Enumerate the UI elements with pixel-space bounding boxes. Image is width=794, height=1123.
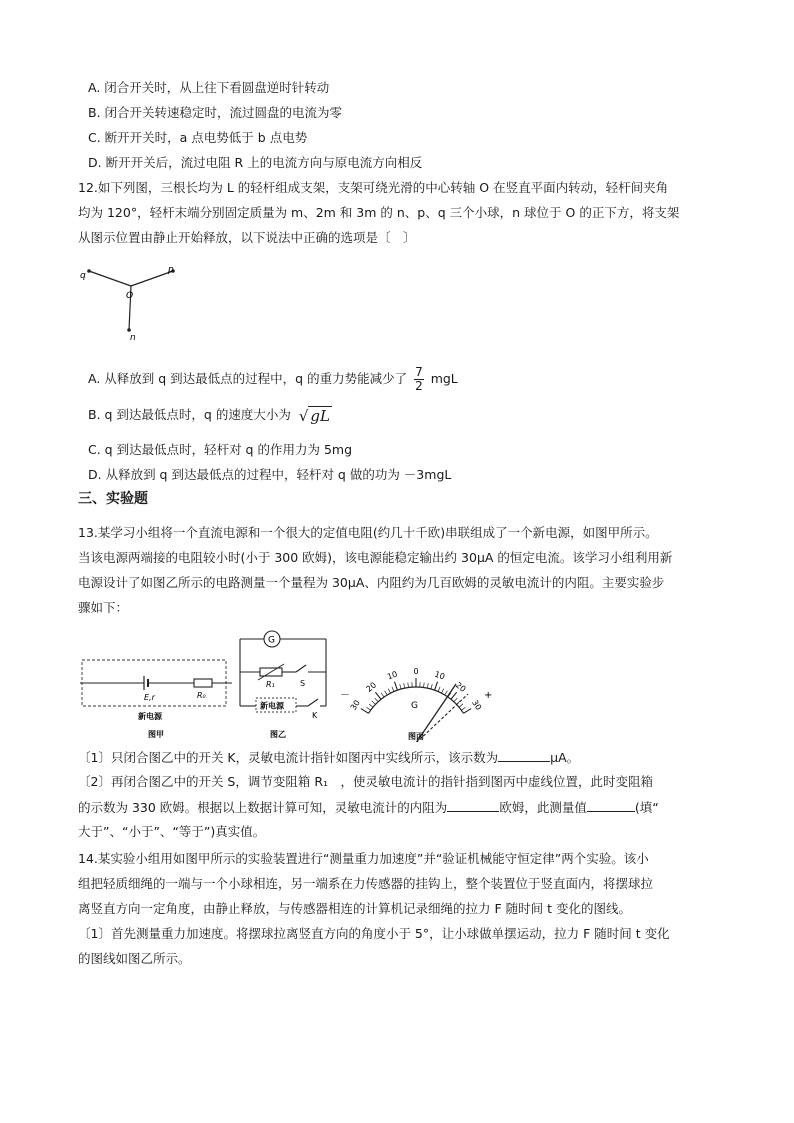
q14-stem-line2: 组把轻质细绳的一端与一个小球相连，另一端系在力传感器的挂钩上，整个装置位于竖直面内，将摆球拉 [78, 876, 654, 891]
meter-plus-label: + [484, 690, 493, 701]
meter-tick [438, 687, 440, 692]
section-title: 三、实验题 [78, 491, 148, 507]
figure-yi-circuit [236, 622, 332, 742]
q11-option-a: A. 闭合开关时，从上往下看圆盘逆时针转动 [88, 80, 330, 95]
meter-tick [435, 682, 438, 690]
q13-step2-line3: 大于”、“小于”、“等于”)真实值。 [78, 824, 266, 839]
q13-step2-line2: 的示数为 330 欧姆。根据以上数据计算可知，灵敏电流计的内阻为 欧姆，此测量值 (填“ [78, 800, 659, 815]
answer-blank-3[interactable] [587, 798, 635, 812]
q12-option-d: D. 从释放到 q 到达最低点的过程中，轻杆对 q 做的功为 －3mgL [88, 467, 452, 482]
ball-p-label: p [168, 265, 174, 275]
q13-stem-line1: 13.某学习小组将一个直流电源和一个很大的定值电阻(约几十千欧)串联组成了一个新电源，如图甲所示。 [78, 525, 658, 540]
meter-tick [394, 682, 397, 690]
q12-option-b: B. q 到达最低点时，q 的速度大小为 √ gL [88, 406, 330, 425]
pivot-o-label: O [126, 291, 134, 301]
meter-tick-label: 20 [453, 680, 468, 694]
switch-s-label: S [300, 679, 306, 688]
meter-tick [361, 709, 369, 714]
q13-step2-line1: 〔2〕再闭合图乙中的开关 S，调节变阻箱 R₁ ，使灵敏电流计的指针指到图丙中虚线位置，此时变阻箱 [78, 774, 654, 789]
meter-tick [381, 693, 384, 697]
meter-tick-label: 20 [364, 680, 379, 694]
q13-stem-line3: 电源设计了如图乙所示的电路测量一个量程为 30μA、内阻约为几百欧姆的灵敏电流计的内阻。主要实验步 [78, 575, 665, 590]
meter-tick [424, 683, 425, 688]
meter-tick [441, 689, 443, 693]
meter-tick [454, 698, 457, 702]
figure-jia-circuit [80, 650, 232, 742]
new-source-box-label: 新电源 [260, 701, 284, 711]
q14-step1-line1: 〔1〕首先测量重力加速度。将摆球拉离竖直方向的角度小于 5°，让小球做单摆运动，拉力 F 随时间 t 变化 [78, 926, 670, 941]
meter-tick [369, 704, 373, 707]
meter-letter: G [411, 701, 418, 711]
meter-tick [427, 683, 428, 688]
meter-tick [431, 684, 432, 689]
meter-tick [392, 687, 394, 692]
q12-option-a: A. 从释放到 q 到达最低点的过程中，q 的重力势能减少了 $\frac{7}{2}$ mgL [88, 365, 458, 393]
q11-option-b: B. 闭合开关转速稳定时，流过圆盘的电流为零 [88, 105, 343, 120]
source-label: E,r [144, 693, 155, 702]
meter-tick [375, 698, 378, 702]
answer-blank-1[interactable] [498, 748, 550, 762]
figure-bing-meter [338, 648, 496, 742]
meter-tick [388, 689, 390, 693]
caption-yi: 图乙 [270, 730, 286, 739]
resistor-r1-label: R₁ [266, 680, 275, 689]
q12-stem-line3: 从图示位置由静止开始释放，以下说法中正确的选项是〔 〕 [78, 230, 416, 245]
caption-jia: 图甲 [148, 730, 164, 739]
q12-option-c: C. q 到达最低点时，轻杆对 q 的作用力为 5mg [88, 442, 353, 457]
meter-tick-label: 30 [348, 698, 362, 712]
meter-tick-label: 10 [433, 669, 446, 682]
q13-stem-line4: 骤如下： [78, 600, 129, 615]
ball-n-label: n [130, 333, 136, 343]
switch-k-label: K [312, 711, 318, 720]
caption-bing: 图丙 [408, 732, 424, 741]
meter-tick [451, 692, 457, 699]
meter-tick [461, 707, 465, 710]
q14-step1-line2: 的图线如图乙所示。 [78, 951, 191, 966]
q13-step1: 〔1〕只闭合图乙中的开关 K，灵敏电流计指针如图丙中实线所示，该示数为 μA。 [78, 750, 580, 765]
q12-stem-line1: 12.如下列图，三根长均为 L 的轻杆组成支架，支架可绕光滑的中心转轴 O 在竖直平面内转动，轻杆间夹角 [78, 180, 669, 195]
ball-q-label: q [80, 271, 86, 281]
meter-tick [463, 709, 471, 714]
meter-minus-label: － [340, 690, 350, 701]
meter-tick [375, 692, 381, 699]
q11-option-c: C. 断开开关时，a 点电势低于 b 点电势 [88, 130, 308, 145]
q12-support-figure [74, 258, 194, 344]
meter-tick-label: 30 [470, 698, 484, 712]
meter-tick [408, 683, 409, 688]
new-source-label: 新电源 [138, 712, 162, 721]
q11-option-d: D. 断开开关后，流过电阻 R 上的电流方向与原电流方向相反 [88, 155, 423, 170]
meter-tick [400, 684, 401, 689]
galvanometer-label: G [268, 635, 275, 646]
q14-stem-line3: 离竖直方向一定角度，由静止释放，与传感器相连的计算机记录细绳的拉力 F 随时间 t 变化的图线。 [78, 901, 631, 916]
answer-blank-2[interactable] [447, 798, 499, 812]
meter-tick-label: 10 [386, 669, 399, 682]
meter-tick [372, 701, 376, 704]
q13-stem-line2: 当该电源两端接的电阻较小时(小于 300 欧姆)，该电源能稳定输出约 30μA 的恒定电流。该学习小组利用新 [78, 550, 673, 565]
q12-stem-line2: 均为 120°，轻杆末端分别固定质量为 m、2m 和 3m 的 n、p、q 三个小球，n 球位于 O 的正下方，将支架 [78, 205, 680, 220]
meter-tick [367, 707, 371, 710]
q14-stem-line1: 14.某实验小组用如图甲所示的实验装置进行“测量重力加速度”并“验证机械能守恒定律”两个实验。该小 [78, 851, 649, 866]
fraction-seven-halves: $\frac{7}{2}$ [415, 365, 423, 393]
resistor-r0-label: R₀ [197, 691, 206, 700]
meter-tick [385, 691, 388, 695]
meter-tick [459, 704, 463, 707]
sqrt-gl: √ gL [298, 406, 330, 425]
meter-tick [445, 691, 448, 695]
meter-tick-label: 0 [413, 667, 419, 676]
meter-tick [404, 683, 405, 688]
